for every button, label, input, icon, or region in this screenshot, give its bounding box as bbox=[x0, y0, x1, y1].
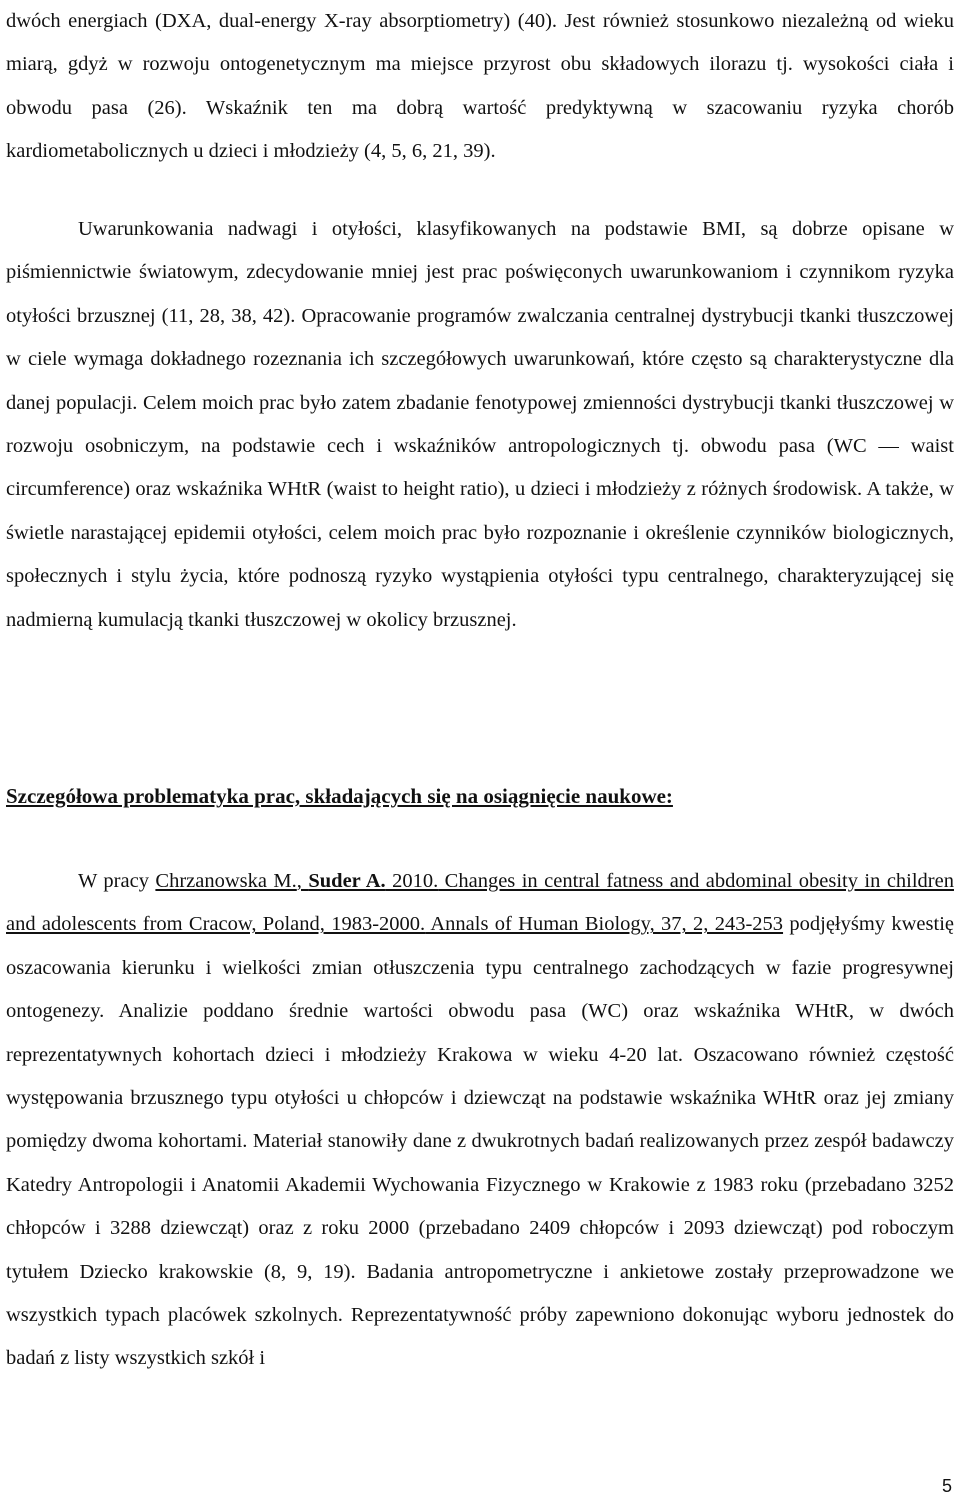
article-title: Changes in central fatness and abdominal obesity in children and adolescents from Cracow, Poland, 1983-2000. bbox=[6, 870, 954, 936]
publication-year: 2010. bbox=[385, 870, 439, 892]
paragraph-2: Uwarunkowania nadwagi i otyłości, klasyfikowanych na podstawie BMI, są dobrze opisane w piśmiennictwie światowym, zdecydowanie mniej jest prac poświęconych uwarunkowaniom i czynnikom ryzyka otyłości brzusznej (11, 28, 38, 42). Opracowanie programów zwalczania centralnej dystrybucji tkanki tłuszczowej w ciele wymaga dokładnego rozeznania ich szczegółowych uwarunkowań, które często są charakterystyczne dla danej populacji. Celem moich prac było zatem zbadanie fenotypowej zmienności dystrybucji tkanki tłuszczowej w rozwoju osobniczym, na podstawie cech i wskaźników antropologicznych tj. obwodu pasa (WC ― waist circumference) oraz wskaźnika WHtR (waist to height ratio), u dzieci i młodzieży z różnych środowisk. A także, w świetle narastającej epidemii otyłości, celem moich prac było rozpoznanie i określenie czynników biologicznych, społecznych i stylu życia, które podnoszą ryzyko wystąpienia otyłości typu centralnego, charakteryzującej się nadmierną kumulacją tkanki tłuszczowej w okolicy brzusznej. bbox=[6, 218, 954, 631]
paragraph-3-body: podjęłyśmy kwestię oszacowania kierunku i wielkości zmian otłuszczenia typu centralnego zachodzących w fazie progresywnej ontogenezy. Analizie poddano średnie wartości obwodu pasa (WC) oraz wskaźnika WHtR, w dwóch reprezentatywnych kohortach dzieci i młodzieży Krakowa w wieku 4-20 lat. Oszacowano również częstość występowania brzusznego typu otyłości u chłopców i dziewcząt na podstawie wskaźnika WHtR oraz jej zmiany pomiędzy dwoma kohortami. Materiał stanowiły dane z dwukrotnych badań realizowanych przez zespół badawczy Katedry Antropologii i Anatomii Akademii Wychowania Fizycznego w Krakowie z 1983 roku (przebadano 3252 chłopców i 3288 dziewcząt) oraz z roku 2000 (przebadano 2409 chłopców i 2093 dziewcząt) pod roboczym tytułem Dziecko krakowskie (8, 9, 19). Badania antropometryczne i ankietowe zostały przeprowadzone we wszystkich typach placówek szkolnych. Reprezentatywność próby zapewniono dokonując wyboru jednostek do badań z listy wszystkich szkół i bbox=[6, 913, 954, 1370]
author-separator: , bbox=[296, 870, 309, 892]
author-1: Chrzanowska M. bbox=[155, 870, 297, 892]
page-number: 5 bbox=[941, 1476, 952, 1496]
intro-text: W pracy bbox=[78, 870, 156, 892]
paragraph-1: dwóch energiach (DXA, dual-energy X-ray absorptiometry) (40). Jest również stosunkowo niezależną od wieku miarą, gdyż w rozwoju ontogenetycznym ma miejsce przyrost obu składowych ilorazu tj. wysokości ciała i obwodu pasa (26). Wskaźnik ten ma dobrą wartość predyktywną w szacowaniu ryzyka chorób kardiometabolicznych u dzieci i młodzieży (4, 5, 6, 21, 39). bbox=[6, 10, 954, 163]
section-heading: Szczegółowa problematyka prac, składających się na osiągnięcie naukowe: bbox=[6, 784, 673, 808]
paragraph-3 bbox=[6, 860, 954, 1381]
journal-citation: Annals of Human Biology, 37, 2, 243-253 bbox=[425, 913, 784, 936]
author-2: Suder A. bbox=[308, 870, 386, 892]
